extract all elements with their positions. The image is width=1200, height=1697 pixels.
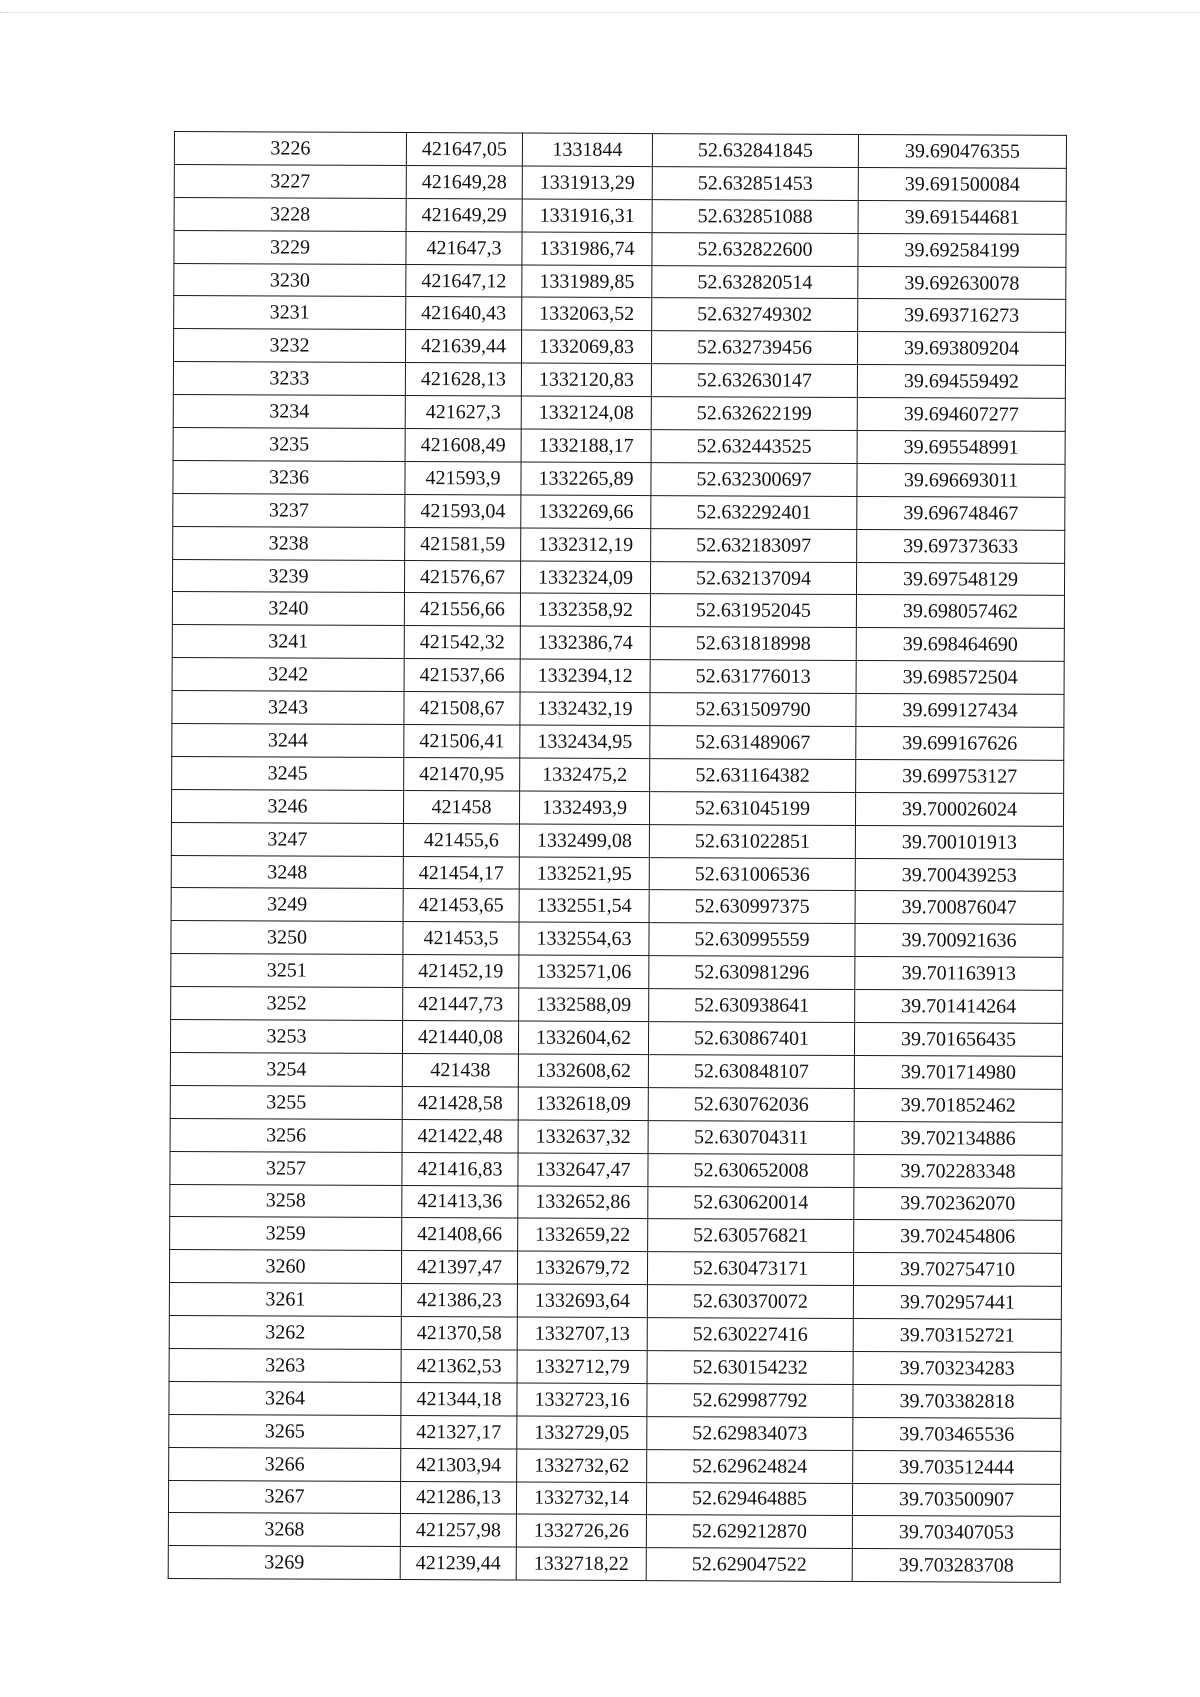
latitude-cell: 52.630981296 [649,956,855,990]
x-coordinate-cell: 421454,17 [403,856,519,889]
table-row [170,1217,1062,1254]
y-coordinate-cell: 1332120,83 [521,363,651,396]
y-coordinate-cell: 1331989,85 [522,265,652,298]
latitude-cell: 52.632622199 [651,397,857,431]
table-row [173,428,1065,465]
longitude-cell: 39.703465536 [853,1417,1061,1451]
x-coordinate-cell: 421413,36 [402,1185,518,1218]
point-number-cell: 3244 [172,724,404,758]
x-coordinate-cell: 421627,3 [405,396,521,429]
longitude-cell: 39.696693011 [857,463,1065,497]
point-number-cell: 3253 [170,1020,402,1054]
point-number-cell: 3238 [173,526,405,560]
y-coordinate-cell: 1332729,05 [517,1416,647,1449]
longitude-cell: 39.703234283 [853,1351,1061,1385]
point-number-cell: 3232 [173,329,405,363]
point-number-cell: 3236 [173,460,405,494]
x-coordinate-cell: 421408,66 [402,1218,518,1251]
y-coordinate-cell: 1332707,13 [517,1317,647,1350]
longitude-cell: 39.702957441 [853,1286,1061,1320]
latitude-cell: 52.630370072 [647,1285,853,1319]
latitude-cell: 52.630154232 [647,1351,853,1385]
y-coordinate-cell: 1332386,74 [520,626,650,659]
y-coordinate-cell: 1332723,16 [517,1383,647,1416]
latitude-cell: 52.630762036 [648,1087,854,1121]
y-coordinate-cell: 1332604,62 [518,1021,648,1054]
y-coordinate-cell: 1332394,12 [520,659,650,692]
point-number-cell: 3249 [171,888,403,922]
longitude-cell: 39.694607277 [857,398,1065,432]
point-number-cell: 3269 [168,1546,400,1580]
table-row [169,1348,1061,1385]
latitude-cell: 52.631952045 [650,594,856,628]
longitude-cell: 39.702754710 [853,1253,1061,1287]
x-coordinate-cell: 421453,65 [403,889,519,922]
x-coordinate-cell: 421452,19 [403,955,519,988]
latitude-cell: 52.629624824 [647,1449,853,1483]
longitude-cell: 39.690476355 [858,134,1066,168]
point-number-cell: 3267 [168,1480,400,1514]
longitude-cell: 39.702362070 [854,1187,1062,1221]
y-coordinate-cell: 1332608,62 [518,1054,648,1087]
table-row [171,987,1063,1024]
table-row [171,921,1063,958]
point-number-cell: 3265 [169,1414,401,1448]
point-number-cell: 3259 [170,1217,402,1251]
longitude-cell: 39.700921636 [855,924,1063,958]
longitude-cell: 39.701656435 [854,1023,1062,1057]
point-number-cell: 3226 [174,132,406,166]
x-coordinate-cell: 421344,18 [401,1382,517,1415]
point-number-cell: 3264 [169,1381,401,1415]
y-coordinate-cell: 1332732,14 [516,1482,646,1515]
longitude-cell: 39.691500084 [858,167,1066,201]
table-row [172,691,1064,728]
table-row [170,1118,1062,1155]
point-number-cell: 3233 [173,362,405,396]
x-coordinate-cell: 421386,23 [401,1284,517,1317]
latitude-cell: 52.632851088 [652,199,858,233]
point-number-cell: 3255 [170,1085,402,1119]
table-row [169,1414,1061,1451]
x-coordinate-cell: 421593,9 [405,461,521,494]
point-number-cell: 3261 [169,1283,401,1317]
y-coordinate-cell: 1332434,95 [520,725,650,758]
table-row [172,756,1064,793]
latitude-cell: 52.632183097 [651,528,857,562]
latitude-cell: 52.631006536 [649,857,855,891]
y-coordinate-cell: 1332647,47 [518,1153,648,1186]
table-row [173,460,1065,497]
longitude-cell: 39.698464690 [856,628,1064,662]
longitude-cell: 39.692630078 [858,266,1066,300]
table-row [169,1381,1061,1418]
longitude-cell: 39.695548991 [857,430,1065,464]
x-coordinate-cell: 421428,58 [402,1086,518,1119]
table-row [169,1447,1061,1484]
table-row [169,1316,1061,1353]
x-coordinate-cell: 421303,94 [401,1448,517,1481]
latitude-cell: 52.630867401 [648,1022,854,1056]
x-coordinate-cell: 421639,44 [405,330,521,363]
point-number-cell: 3235 [173,428,405,462]
longitude-cell: 39.699127434 [856,694,1064,728]
latitude-cell: 52.632300697 [651,462,857,496]
table-row [171,822,1063,859]
x-coordinate-cell: 421649,29 [406,198,522,231]
x-coordinate-cell: 421239,44 [400,1547,516,1580]
longitude-cell: 39.703283708 [852,1549,1060,1583]
point-number-cell: 3258 [170,1184,402,1218]
y-coordinate-cell: 1331913,29 [522,166,652,199]
x-coordinate-cell: 421576,67 [404,560,520,593]
y-coordinate-cell: 1332712,79 [517,1350,647,1383]
latitude-cell: 52.632137094 [650,561,856,595]
y-coordinate-cell: 1332499,08 [519,824,649,857]
point-number-cell: 3230 [174,263,406,297]
point-number-cell: 3266 [169,1447,401,1481]
y-coordinate-cell: 1331844 [522,133,652,166]
latitude-cell: 52.631776013 [650,660,856,694]
table-row [174,263,1066,300]
latitude-cell: 52.631022851 [649,824,855,858]
longitude-cell: 39.694559492 [857,365,1065,399]
table-row [170,1151,1062,1188]
y-coordinate-cell: 1332637,32 [518,1120,648,1153]
table-row [169,1250,1061,1287]
latitude-cell: 52.630576821 [648,1219,854,1253]
table-row [170,1085,1062,1122]
longitude-cell: 39.691544681 [858,200,1066,234]
table-row [172,559,1064,596]
table-row [174,296,1066,333]
y-coordinate-cell: 1332718,22 [516,1547,646,1580]
longitude-cell: 39.697373633 [857,529,1065,563]
latitude-cell: 52.630997375 [649,890,855,924]
y-coordinate-cell: 1332521,95 [519,857,649,890]
point-number-cell: 3228 [174,197,406,231]
point-number-cell: 3263 [169,1348,401,1382]
longitude-cell: 39.698057462 [856,595,1064,629]
table-row [171,855,1063,892]
x-coordinate-cell: 421370,58 [401,1317,517,1350]
y-coordinate-cell: 1332493,9 [519,791,649,824]
point-number-cell: 3240 [172,592,404,626]
y-coordinate-cell: 1332588,09 [519,988,649,1021]
latitude-cell: 52.632820514 [652,265,858,299]
latitude-cell: 52.632630147 [651,364,857,398]
latitude-cell: 52.630620014 [648,1186,854,1220]
latitude-cell: 52.630227416 [647,1318,853,1352]
latitude-cell: 52.629464885 [646,1482,852,1516]
y-coordinate-cell: 1332554,63 [519,922,649,955]
y-coordinate-cell: 1332652,86 [518,1186,648,1219]
x-coordinate-cell: 421647,12 [406,264,522,297]
y-coordinate-cell: 1332432,19 [520,692,650,725]
x-coordinate-cell: 421581,59 [405,527,521,560]
longitude-cell: 39.703152721 [853,1319,1061,1353]
table-row [169,1283,1061,1320]
point-number-cell: 3227 [174,164,406,198]
point-number-cell: 3239 [172,559,404,593]
x-coordinate-cell: 421440,08 [402,1021,518,1054]
x-coordinate-cell: 421508,67 [404,692,520,725]
table-row [174,230,1066,267]
coordinates-table [168,131,1067,1583]
table-row [170,1184,1062,1221]
latitude-cell: 52.630473171 [647,1252,853,1286]
x-coordinate-cell: 421257,98 [400,1514,516,1547]
y-coordinate-cell: 1332265,89 [521,462,651,495]
longitude-cell: 39.703382818 [853,1384,1061,1418]
x-coordinate-cell: 421628,13 [405,363,521,396]
latitude-cell: 52.629047522 [646,1548,852,1582]
longitude-cell: 39.699167626 [856,727,1064,761]
longitude-cell: 39.701163913 [855,957,1063,991]
y-coordinate-cell: 1332679,72 [517,1251,647,1284]
x-coordinate-cell: 421416,83 [402,1152,518,1185]
table-row [173,493,1065,530]
table-row [174,132,1066,169]
longitude-cell: 39.697548129 [856,562,1064,596]
point-number-cell: 3237 [173,493,405,527]
y-coordinate-cell: 1332124,08 [521,396,651,429]
table-row [171,954,1063,991]
x-coordinate-cell: 421397,47 [401,1251,517,1284]
table-row [168,1513,1060,1550]
y-coordinate-cell: 1332188,17 [521,429,651,462]
point-number-cell: 3229 [174,230,406,264]
point-number-cell: 3251 [171,954,403,988]
y-coordinate-cell: 1331986,74 [522,232,652,265]
longitude-cell: 39.692584199 [858,233,1066,267]
x-coordinate-cell: 421470,95 [404,757,520,790]
point-number-cell: 3268 [168,1513,400,1547]
y-coordinate-cell: 1332732,62 [517,1449,647,1482]
y-coordinate-cell: 1331916,31 [522,199,652,232]
x-coordinate-cell: 421447,73 [403,988,519,1021]
latitude-cell: 52.632822600 [652,232,858,266]
latitude-cell: 52.629987792 [647,1383,853,1417]
x-coordinate-cell: 421647,3 [406,231,522,264]
latitude-cell: 52.629212870 [646,1515,852,1549]
point-number-cell: 3246 [171,789,403,823]
table-row [170,1020,1062,1057]
longitude-cell: 39.693716273 [858,299,1066,333]
y-coordinate-cell: 1332726,26 [516,1514,646,1547]
latitude-cell: 52.631818998 [650,627,856,661]
point-number-cell: 3252 [171,987,403,1021]
x-coordinate-cell: 421438 [402,1053,518,1086]
point-number-cell: 3231 [174,296,406,330]
longitude-cell: 39.700439253 [855,858,1063,892]
latitude-cell: 52.631489067 [650,726,856,760]
table-row [168,1546,1060,1583]
x-coordinate-cell: 421542,32 [404,626,520,659]
point-number-cell: 3245 [172,756,404,790]
latitude-cell: 52.629834073 [647,1416,853,1450]
longitude-cell: 39.701414264 [855,990,1063,1024]
x-coordinate-cell: 421506,41 [404,725,520,758]
longitude-cell: 39.700101913 [855,825,1063,859]
longitude-cell: 39.703407053 [852,1516,1060,1550]
point-number-cell: 3247 [171,822,403,856]
point-number-cell: 3262 [169,1316,401,1350]
point-number-cell: 3234 [173,395,405,429]
table-row [173,526,1065,563]
latitude-cell: 52.632292401 [651,495,857,529]
latitude-cell: 52.632841845 [652,134,858,168]
table-row [172,625,1064,662]
table-row [172,592,1064,629]
x-coordinate-cell: 421327,17 [401,1415,517,1448]
latitude-cell: 52.630938641 [649,989,855,1023]
table-row [174,164,1066,201]
longitude-cell: 39.702283348 [854,1154,1062,1188]
x-coordinate-cell: 421458 [403,790,519,823]
latitude-cell: 52.631045199 [649,791,855,825]
longitude-cell: 39.698572504 [856,661,1064,695]
table-row [171,888,1063,925]
x-coordinate-cell: 421453,5 [403,922,519,955]
coordinates-table-body [168,132,1066,1583]
x-coordinate-cell: 421362,53 [401,1349,517,1382]
y-coordinate-cell: 1332312,19 [521,528,651,561]
latitude-cell: 52.632739456 [651,331,857,365]
latitude-cell: 52.630704311 [648,1120,854,1154]
latitude-cell: 52.632749302 [652,298,858,332]
longitude-cell: 39.702134886 [854,1121,1062,1155]
longitude-cell: 39.701852462 [854,1088,1062,1122]
y-coordinate-cell: 1332693,64 [517,1284,647,1317]
x-coordinate-cell: 421647,05 [406,133,522,166]
x-coordinate-cell: 421422,48 [402,1119,518,1152]
point-number-cell: 3256 [170,1118,402,1152]
table-row [174,197,1066,234]
table-row [173,362,1065,399]
y-coordinate-cell: 1332618,09 [518,1087,648,1120]
y-coordinate-cell: 1332069,83 [521,330,651,363]
y-coordinate-cell: 1332551,54 [519,889,649,922]
y-coordinate-cell: 1332324,09 [520,561,650,594]
longitude-cell: 39.701714980 [854,1055,1062,1089]
point-number-cell: 3250 [171,921,403,955]
scan-edge-line [0,12,1200,13]
latitude-cell: 52.631509790 [650,693,856,727]
point-number-cell: 3241 [172,625,404,659]
longitude-cell: 39.699753127 [856,759,1064,793]
longitude-cell: 39.693809204 [857,332,1065,366]
latitude-cell: 52.632851453 [652,166,858,200]
point-number-cell: 3248 [171,855,403,889]
y-coordinate-cell: 1332571,06 [519,955,649,988]
longitude-cell: 39.700026024 [855,792,1063,826]
longitude-cell: 39.700876047 [855,891,1063,925]
y-coordinate-cell: 1332063,52 [522,297,652,330]
latitude-cell: 52.630995559 [649,923,855,957]
latitude-cell: 52.630652008 [648,1153,854,1187]
latitude-cell: 52.630848107 [648,1055,854,1089]
table-row [168,1480,1060,1517]
table-row [173,329,1065,366]
table-row [171,789,1063,826]
x-coordinate-cell: 421649,28 [406,165,522,198]
x-coordinate-cell: 421640,43 [406,297,522,330]
table-row [173,395,1065,432]
x-coordinate-cell: 421556,66 [404,593,520,626]
y-coordinate-cell: 1332269,66 [521,495,651,528]
longitude-cell: 39.696748467 [857,496,1065,530]
x-coordinate-cell: 421608,49 [405,429,521,462]
longitude-cell: 39.702454806 [854,1220,1062,1254]
table-row [172,724,1064,761]
longitude-cell: 39.703512444 [853,1450,1061,1484]
x-coordinate-cell: 421455,6 [403,823,519,856]
x-coordinate-cell: 421286,13 [400,1481,516,1514]
table-row [172,658,1064,695]
point-number-cell: 3254 [170,1052,402,1086]
point-number-cell: 3257 [170,1151,402,1185]
table-row [170,1052,1062,1089]
y-coordinate-cell: 1332659,22 [518,1218,648,1251]
y-coordinate-cell: 1332475,2 [520,758,650,791]
latitude-cell: 52.631164382 [650,759,856,793]
point-number-cell: 3260 [169,1250,401,1284]
latitude-cell: 52.632443525 [651,430,857,464]
y-coordinate-cell: 1332358,92 [520,593,650,626]
x-coordinate-cell: 421537,66 [404,659,520,692]
point-number-cell: 3243 [172,691,404,725]
longitude-cell: 39.703500907 [852,1483,1060,1517]
point-number-cell: 3242 [172,658,404,692]
x-coordinate-cell: 421593,04 [405,494,521,527]
